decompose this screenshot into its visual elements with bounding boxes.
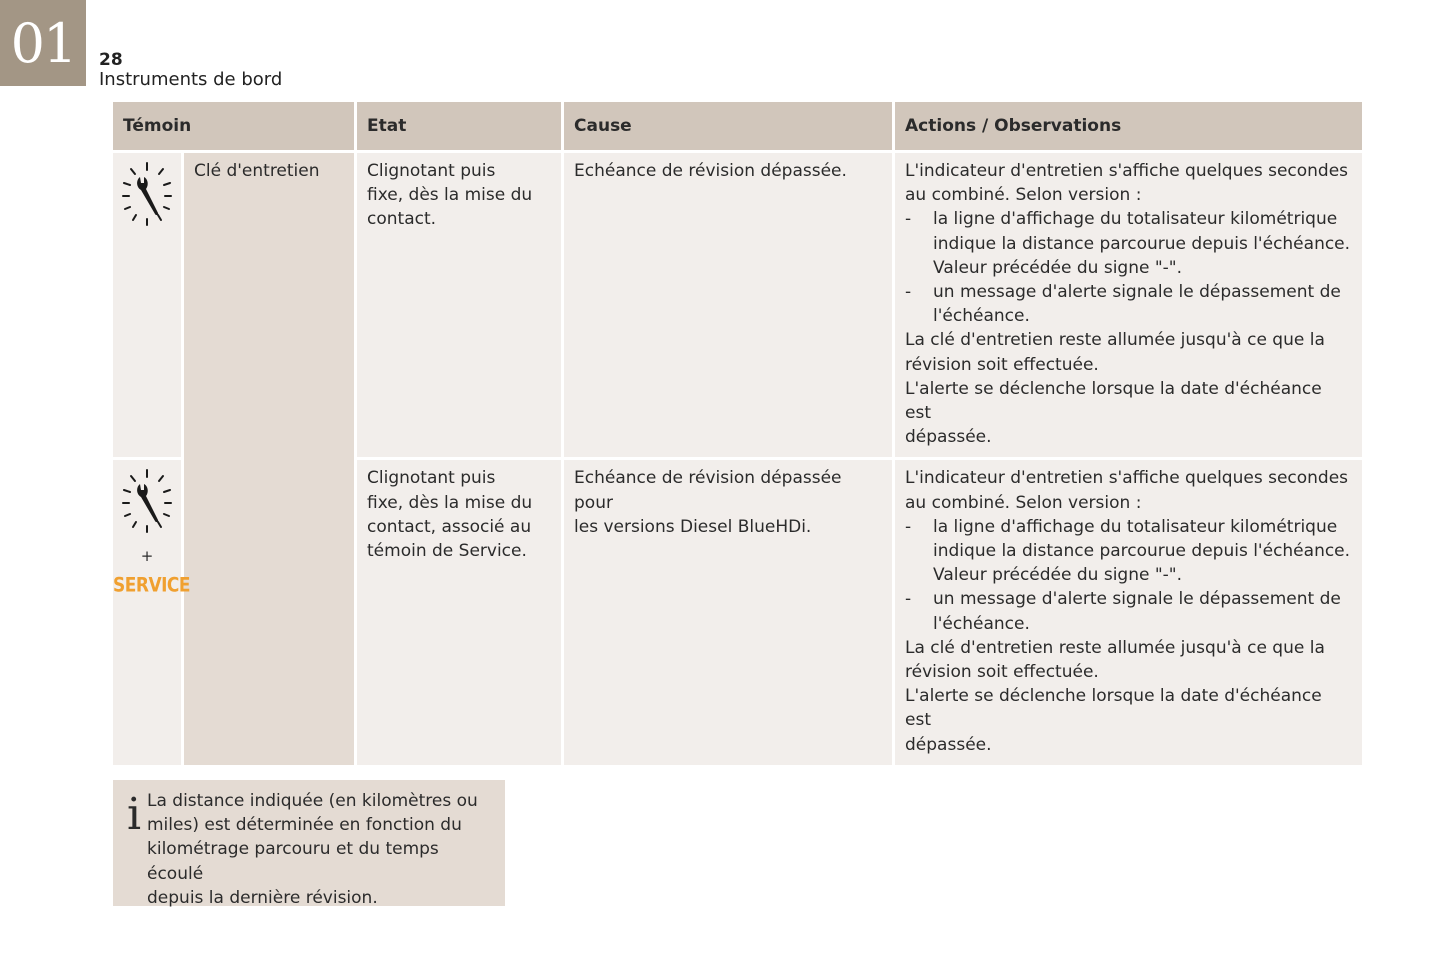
- bullet-line: indique la distance parcourue depuis l'échéance.: [933, 233, 1351, 254]
- bullet-line: - la ligne d'affichage du totalisateur kilométrique: [933, 516, 1338, 537]
- actions-outro-line: révision soit effectuée.: [905, 662, 1099, 683]
- chapter-number: 01: [10, 11, 76, 75]
- info-line: depuis la dernière révision.: [147, 887, 378, 908]
- temoin-icon-cell: [113, 457, 191, 764]
- bullet-line: Valeur précédée du signe "-".: [933, 257, 1183, 278]
- actions-intro-line: au combiné. Selon version :: [905, 492, 1142, 513]
- service-indicator: SERVICE: [113, 574, 191, 598]
- temoin-name: Clé d'entretien: [194, 161, 320, 181]
- etat-line: contact.: [367, 209, 437, 230]
- actions-bullet-list: [905, 207, 1352, 328]
- actions-outro-line: dépassée.: [905, 734, 992, 755]
- info-text: [147, 789, 497, 910]
- bullet-line: indique la distance parcourue depuis l'échéance.: [933, 541, 1351, 562]
- column-header-etat: Etat: [357, 102, 561, 150]
- etat-line: témoin de Service.: [367, 541, 527, 562]
- actions-outro-line: L'alerte se déclenche lorsque la date d'échéance est: [905, 378, 1322, 424]
- bullet-line: l'échéance.: [933, 613, 1030, 634]
- actions-intro-line: au combiné. Selon version :: [905, 185, 1142, 206]
- bullet-line: l'échéance.: [933, 306, 1030, 327]
- cause-line: Echéance de révision dépassée pour: [574, 468, 842, 513]
- bullet-line: - un message d'alerte signale le dépassement de: [933, 282, 1341, 303]
- info-line: La distance indiquée (en kilomètres ou: [147, 791, 478, 811]
- info-box: [113, 780, 505, 906]
- info-icon: i: [127, 789, 142, 840]
- etat-line: Clignotant puis: [367, 161, 496, 181]
- actions-outro-line: La clé d'entretien reste allumée jusqu'à ce que la: [905, 330, 1325, 351]
- cause-line: Echéance de révision dépassée.: [574, 161, 847, 181]
- temoin-icon-cell: [113, 150, 181, 457]
- etat-cell: [357, 150, 561, 457]
- actions-outro-line: La clé d'entretien reste allumée jusqu'à ce que la: [905, 637, 1325, 658]
- column-header-temoin: Témoin: [113, 102, 354, 150]
- list-item: [905, 280, 1352, 328]
- list-item: [905, 207, 1352, 280]
- actions-intro-line: L'indicateur d'entretien s'affiche quelques secondes: [905, 161, 1349, 181]
- actions-cell: [895, 457, 1362, 764]
- maintenance-wrench-icon: [118, 159, 176, 229]
- bullet-line: - un message d'alerte signale le dépassement de: [933, 589, 1341, 610]
- cause-cell: [564, 457, 892, 764]
- etat-cell: [357, 457, 561, 764]
- section-title: Instruments de bord: [99, 69, 283, 90]
- temoin-name-cell: [184, 150, 354, 765]
- actions-bullet-list: [905, 515, 1352, 636]
- etat-line: fixe, dès la mise du: [367, 185, 533, 206]
- plus-sign: +: [140, 546, 154, 565]
- bullet-line: Valeur précédée du signe "-".: [933, 565, 1183, 586]
- table-header-row: [113, 102, 1362, 150]
- info-line: kilométrage parcouru et du temps écoulé: [147, 839, 439, 884]
- actions-outro-line: L'alerte se déclenche lorsque la date d'échéance est: [905, 686, 1322, 731]
- etat-line: contact, associé au: [367, 516, 532, 537]
- cause-cell: [564, 150, 892, 457]
- list-item: [905, 515, 1352, 588]
- etat-line: Clignotant puis: [367, 468, 496, 489]
- list-item: [905, 587, 1352, 635]
- actions-outro-line: révision soit effectuée.: [905, 354, 1099, 375]
- bullet-line: - la ligne d'affichage du totalisateur kilométrique: [933, 209, 1338, 230]
- actions-outro-line: dépassée.: [905, 427, 992, 448]
- column-header-actions: Actions / Observations: [895, 102, 1362, 150]
- cause-line: les versions Diesel BlueHDi.: [574, 516, 812, 537]
- column-header-cause: Cause: [564, 102, 892, 150]
- chapter-tab: [0, 0, 86, 86]
- actions-cell: [895, 150, 1362, 457]
- info-line: miles) est déterminée en fonction du: [147, 815, 462, 836]
- page-number: 28: [99, 50, 123, 70]
- maintenance-wrench-icon: [118, 466, 176, 536]
- table-row: [113, 150, 1362, 457]
- warning-lights-table: [110, 102, 1365, 765]
- etat-line: fixe, dès la mise du: [367, 492, 533, 513]
- actions-intro-line: L'indicateur d'entretien s'affiche quelques secondes: [905, 468, 1349, 489]
